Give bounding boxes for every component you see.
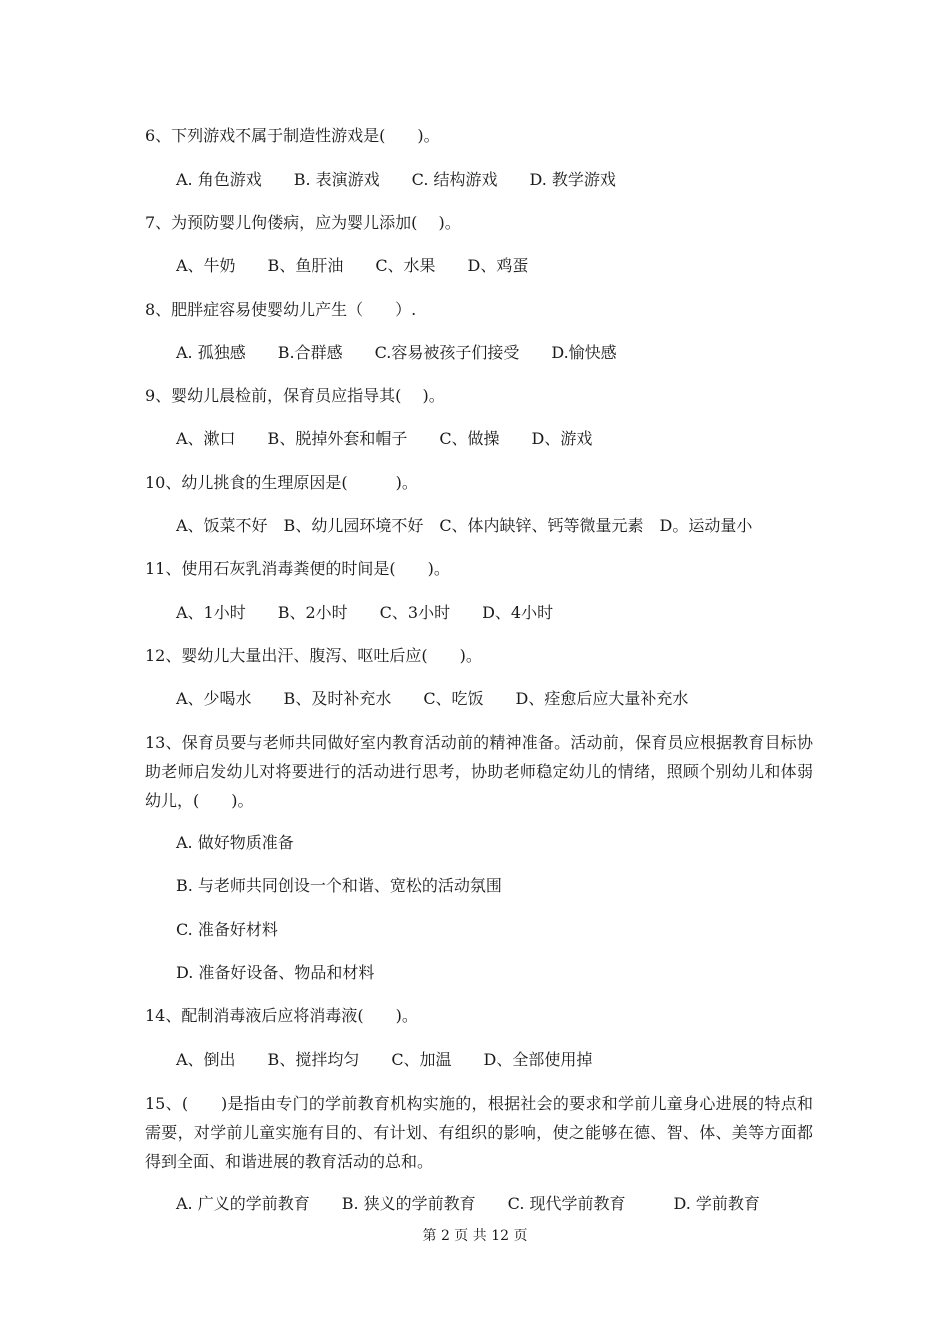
question-13-option-b: B. 与老师共同创设一个和谐、宽松的活动氛围 [176,876,502,895]
question-13-option-d: D. 准备好设备、物品和材料 [176,963,375,982]
question-11-options: A、1小时 B、2小时 C、3小时 D、4小时 [176,603,554,622]
question-14-options: A、倒出 B、搅拌均匀 C、加温 D、全部使用掉 [176,1050,593,1069]
question-8-stem: 8、肥胖症容易使婴幼儿产生（ ）. [145,300,417,319]
question-9-stem: 9、婴幼儿晨检前，保育员应指导其( )。 [145,386,445,405]
question-12-stem: 12、婴幼儿大量出汗、腹泻、呕吐后应( )。 [145,646,482,665]
question-6-stem: 6、下列游戏不属于制造性游戏是( )。 [145,126,440,145]
question-15-stem: 15、( )是指由专门的学前教育机构实施的，根据社会的要求和学前儿童身心进展的特点和需要，对学前儿童实施有目的、有计划、有组织的影响，使之能够在德、智、体、美等方面都得到全面、和谐进展的教育活动的总和。 [145,1094,813,1171]
question-7-stem: 7、为预防婴儿佝偻病，应为婴儿添加( )。 [145,213,461,232]
question-12-options: A、少喝水 B、及时补充水 C、吃饭 D、痊愈后应大量补充水 [176,689,689,708]
question-10-stem: 10、幼儿挑食的生理原因是( )。 [145,473,418,492]
question-11-stem: 11、使用石灰乳消毒粪便的时间是( )。 [145,559,450,578]
question-13-stem: 13、保育员要与老师共同做好室内教育活动前的精神准备。活动前，保育员应根据教育目标协助老师启发幼儿对将要进行的活动进行思考，协助老师稳定幼儿的情绪，照顾个别幼儿和体弱幼儿，( )。 [145,733,813,810]
question-7-options: A、牛奶 B、鱼肝油 C、水果 D、鸡蛋 [176,256,529,275]
question-9-options: A、漱口 B、脱掉外套和帽子 C、做操 D、游戏 [176,429,593,448]
question-14-stem: 14、配制消毒液后应将消毒液( )。 [145,1006,418,1025]
page-footer: 第 2 页 共 12 页 [422,1228,528,1244]
question-8-options: A. 孤独感 B.合群感 C.容易被孩子们接受 D.愉快感 [176,343,617,362]
question-13-option-c: C. 准备好材料 [176,920,278,939]
question-6-options: A. 角色游戏 B. 表演游戏 C. 结构游戏 D. 教学游戏 [176,170,616,189]
question-13-option-a: A. 做好物质准备 [176,833,294,852]
question-15-options: A. 广义的学前教育 B. 狭义的学前教育 C. 现代学前教育 D. 学前教育 [176,1194,760,1213]
question-10-options: A、饭菜不好 B、幼儿园环境不好 C、体内缺锌、钙等微量元素 D。运动量小 [176,516,753,535]
